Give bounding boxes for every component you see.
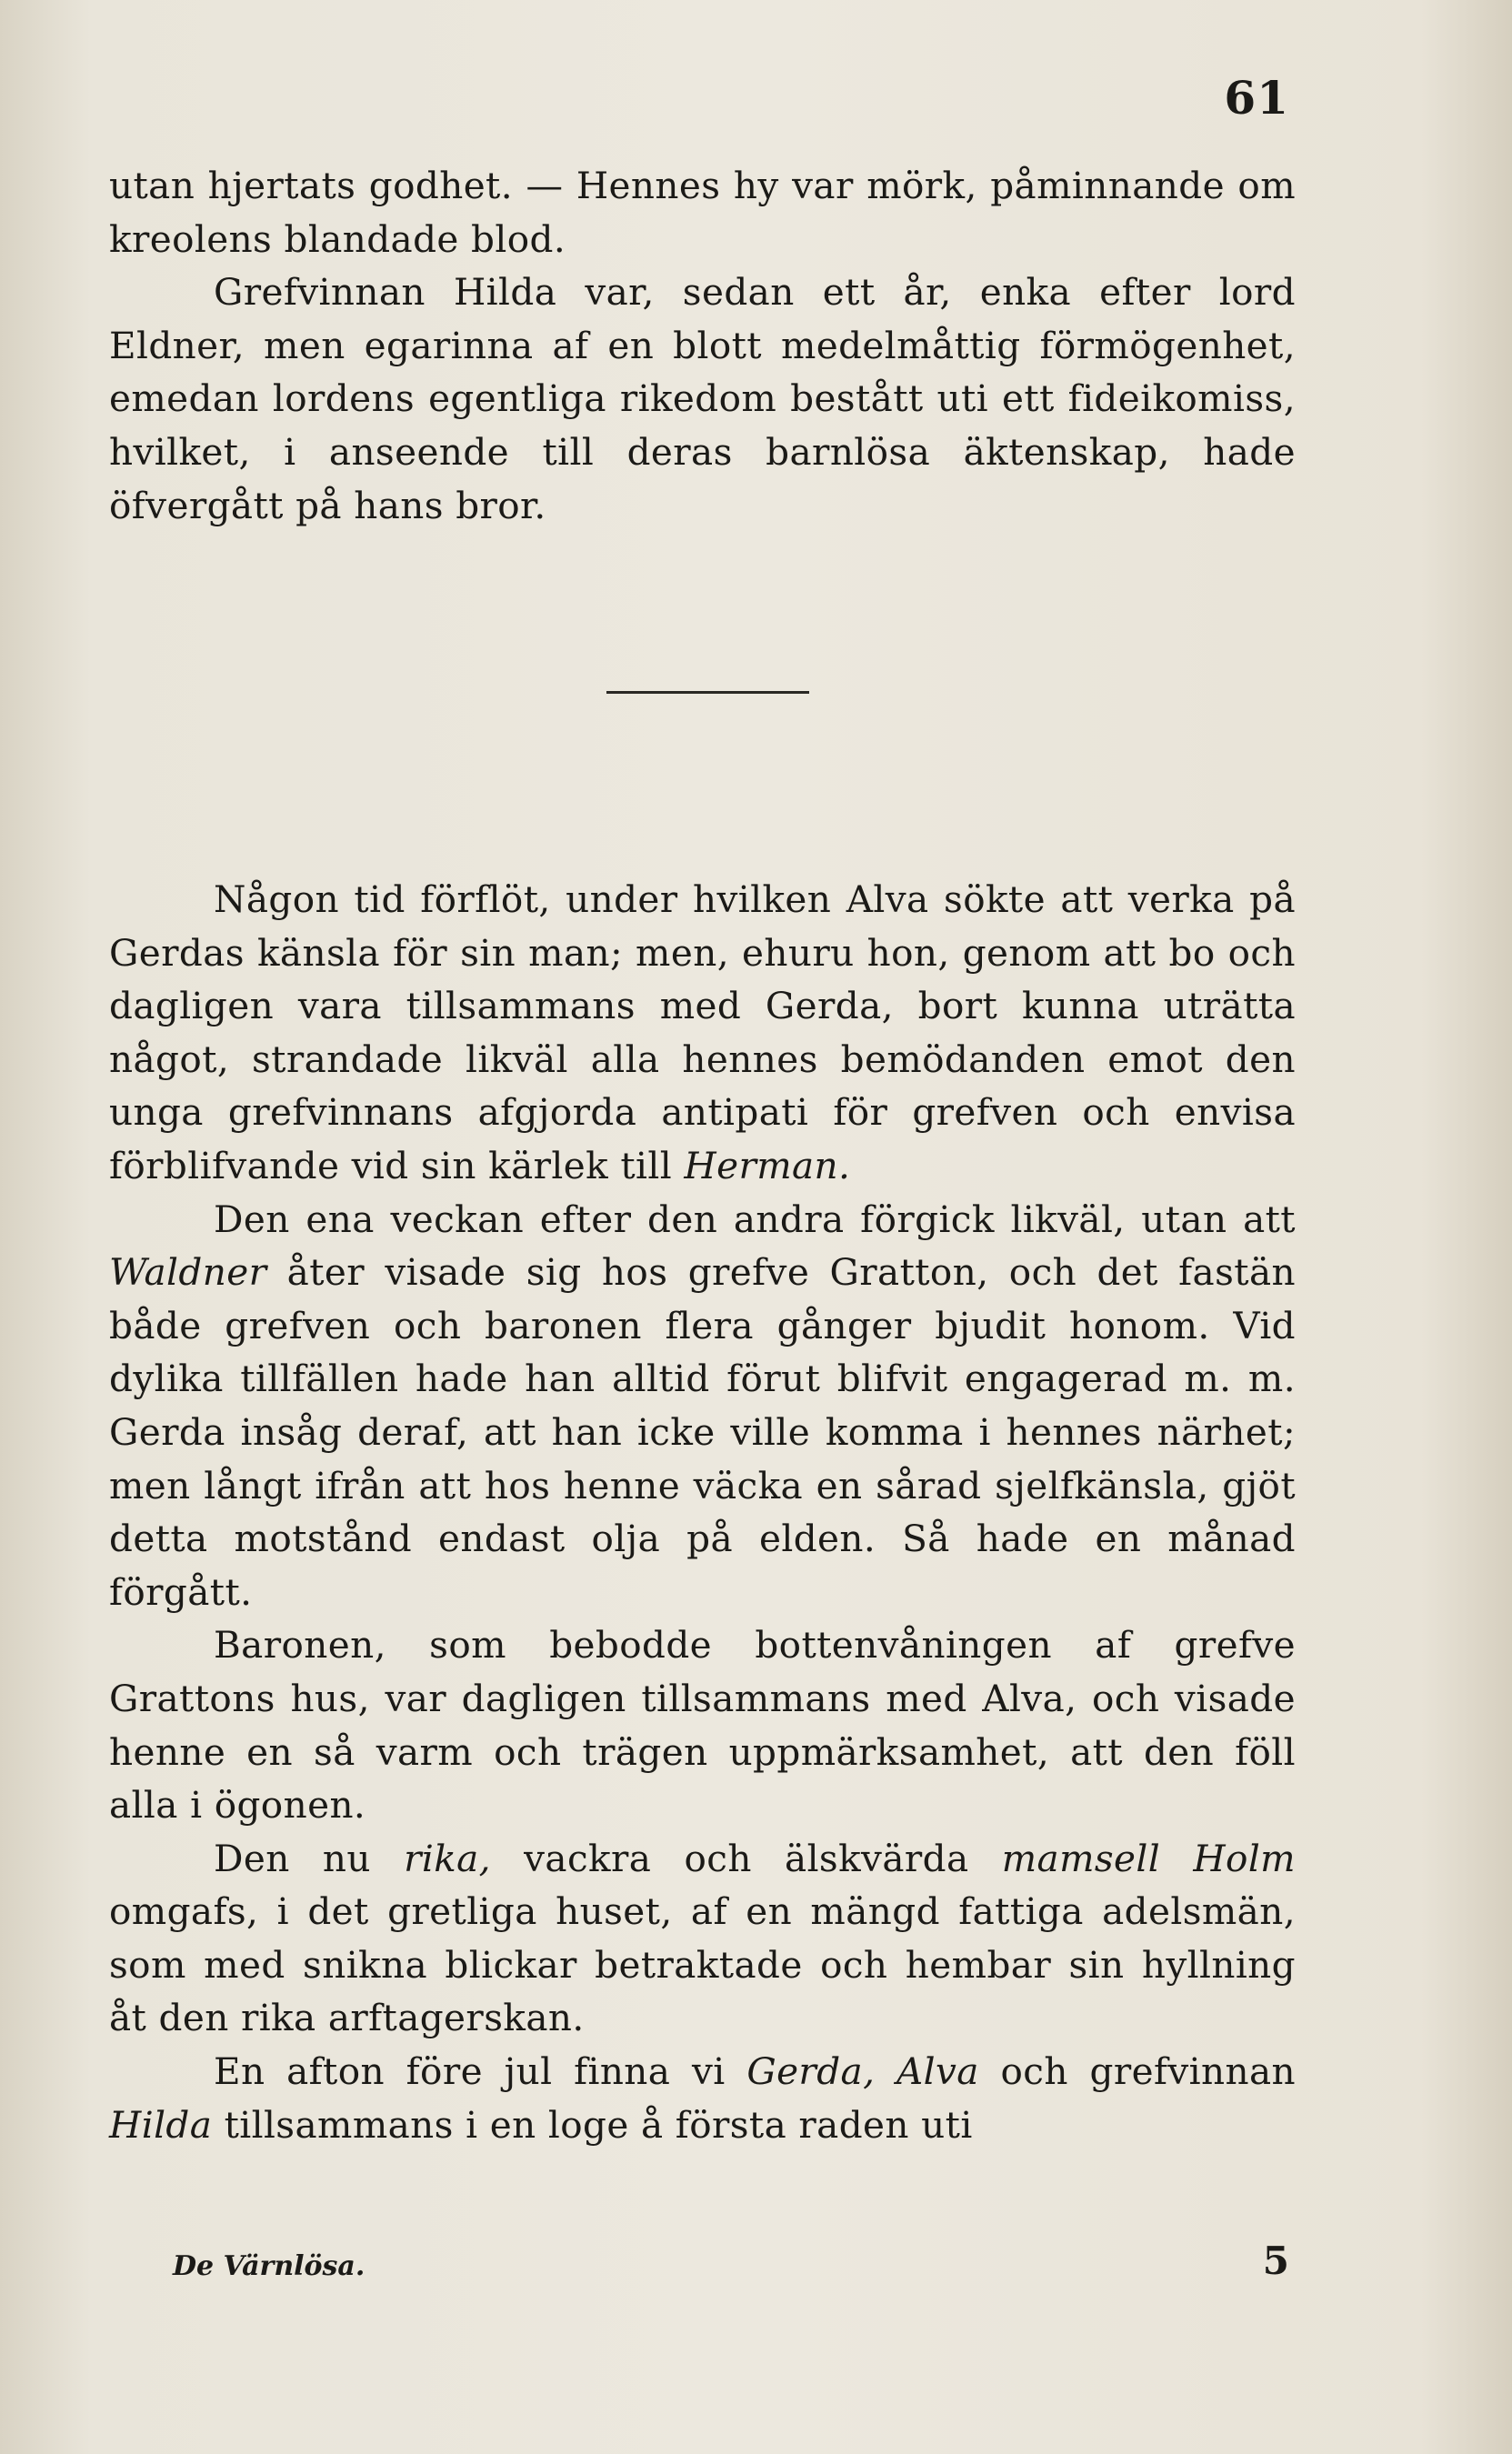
name-hilda: Hilda bbox=[109, 2102, 213, 2147]
paragraph: En afton före jul finna vi Gerda, Alva och grefvinnan Hilda tillsammans i en loge å första raden uti bbox=[109, 2049, 1296, 2147]
paragraph: Någon tid förflöt, under hvilken Alva sökte att verka på Gerdas känsla för sin man; men, ehuru hon, genom att bo och dagligen vara tillsammans med Gerda, bort kunna uträtta något, strandade likväl alla hennes bemödanden emot den unga grefvinnans afgjorda antipati för grefven och envisa förblifvande vid sin kärlek till Herman. bbox=[109, 877, 1296, 1187]
name-mamsell-holm: mamsell Holm bbox=[1001, 1836, 1296, 1880]
paragraph: Den ena veckan efter den andra förgick likväl, utan att Waldner åter visade sig hos grefve Gratton, och det fastän både grefven och baronen flera gånger bjudit honom. Vid dylika tillfällen hade han alltid förut blifvit engagerad m. m. Gerda insåg deraf, att han icke ville komma i hennes närhet; men långt ifrån att hos henne väcka en sårad sjelfkänsla, gjöt detta motstånd endast olja på elden. Så hade en månad förgått. bbox=[109, 1197, 1296, 1614]
page-number: 61 bbox=[1224, 71, 1289, 125]
name-waldner: Waldner bbox=[109, 1250, 267, 1295]
paragraph: Grefvinnan Hilda var, sedan ett år, enka efter lord Eldner, men egarinna af en blott medelmåttig förmögenhet, emedan lordens egentliga rikedom bestått uti ett fideikomiss, hvilket, i anseende till deras barnlösa äktenskap, hade öfvergått på hans bror. bbox=[109, 270, 1296, 527]
paragraph: Baronen, som bebodde bottenvåningen af grefve Grattons hus, var dagligen tillsammans med Alva, och visade henne en så varm och trägen uppmärksamhet, att den föll alla i ögonen. bbox=[109, 1623, 1296, 1828]
name-gerda: Gerda, bbox=[746, 2049, 876, 2094]
paragraph: utan hjertats godhet. — Hennes hy var mörk, påminnande om kreolens blandade blod. bbox=[109, 164, 1296, 261]
name-herman: Herman. bbox=[684, 1143, 851, 1187]
name-alva: Alva bbox=[896, 2049, 979, 2094]
signature-mark: 5 bbox=[1262, 2239, 1289, 2283]
text-section-two bbox=[109, 873, 1296, 2151]
paragraph: Den nu rika, vackra och älskvärda mamsell Holm omgafs, i det gretliga huset, af en mängd fattiga adelsmän, som med snikna blickar betraktade och hembar sin hyllning åt den rika arftagerskan. bbox=[109, 1836, 1296, 2040]
section-divider bbox=[606, 691, 809, 694]
signature-title: De Värnlösa. bbox=[173, 2250, 365, 2282]
text-section-one bbox=[109, 159, 1296, 532]
